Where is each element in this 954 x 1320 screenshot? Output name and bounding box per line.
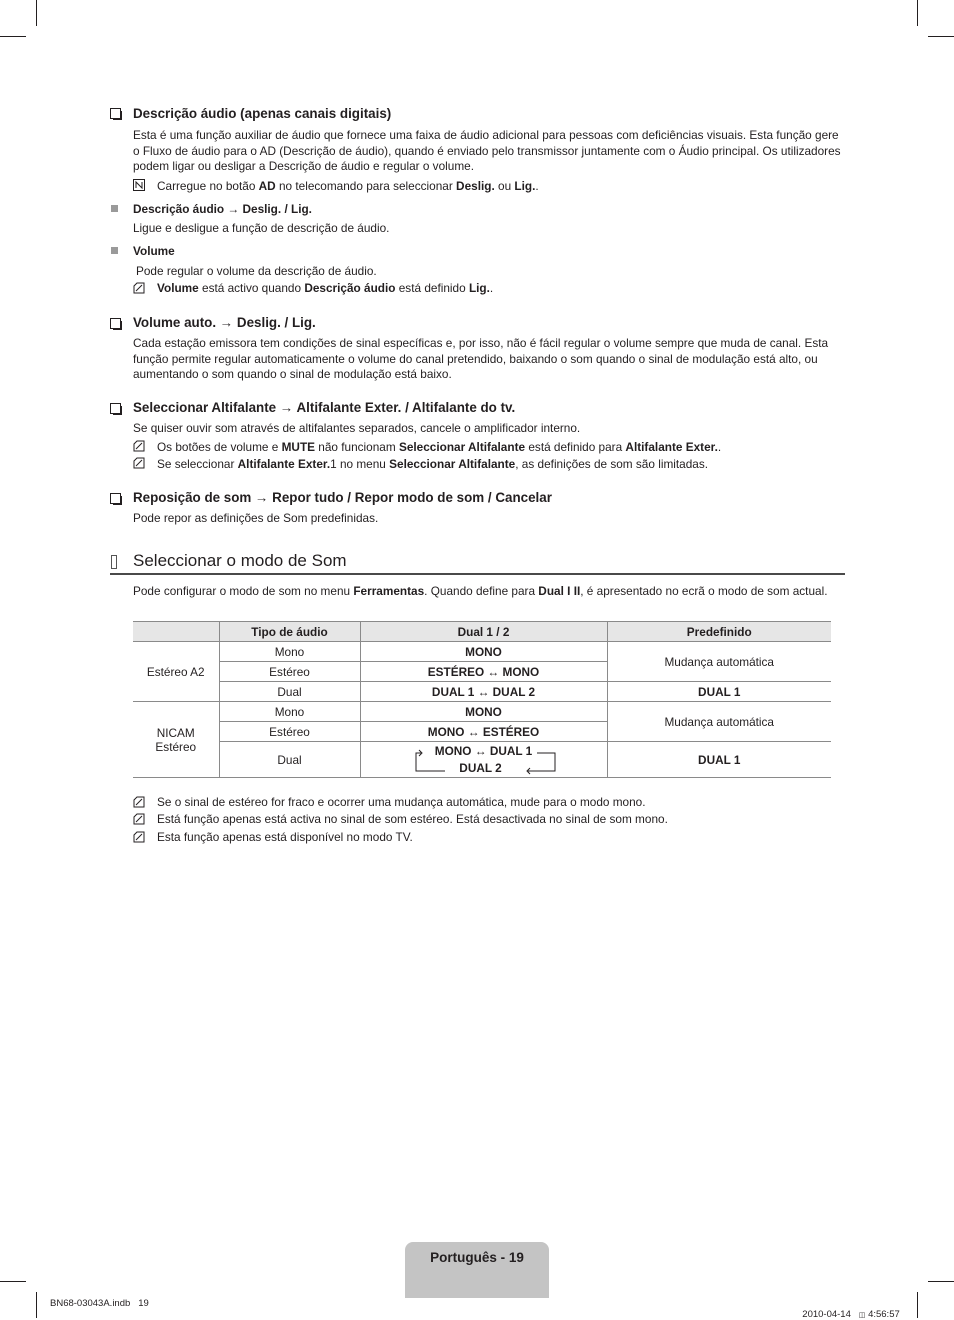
table-header-row bbox=[133, 622, 831, 642]
section-paragraph: Pode repor as definições de Som predefinidas. bbox=[133, 511, 379, 525]
table-cell: MONO bbox=[360, 642, 607, 662]
table-cell: Estéreo bbox=[219, 722, 360, 742]
note-icon bbox=[133, 457, 145, 469]
page-number: Português - 19 bbox=[430, 1250, 524, 1265]
subsection-title: Volume bbox=[133, 244, 175, 258]
note-text: Os botões de volume e MUTE não funcionam Seleccionar Altifalante está definido para Altifalante Exter.. bbox=[157, 440, 722, 454]
checkbox-bullet-icon bbox=[110, 493, 121, 504]
table-cell: Mono bbox=[219, 702, 360, 722]
crop-mark bbox=[36, 0, 37, 26]
heading-bullet-icon bbox=[111, 555, 117, 569]
group-label-line: Estéreo bbox=[155, 739, 197, 754]
table-row bbox=[133, 682, 831, 702]
crop-mark bbox=[0, 1281, 26, 1282]
table-row bbox=[133, 642, 831, 662]
table-cell: Estéreo bbox=[219, 662, 360, 682]
section-paragraph: Se quiser ouvir som através de altifalantes separados, cancele o amplificador interno. bbox=[133, 421, 581, 435]
table-cell: MONO ↔ ESTÉREO bbox=[360, 722, 607, 742]
checkbox-bullet-icon bbox=[110, 403, 121, 414]
crop-mark bbox=[917, 0, 918, 26]
table-cell-line: DUAL 2 bbox=[459, 761, 502, 775]
group-label: Estéreo A2 bbox=[133, 642, 219, 702]
subsection-text: Ligue e desligue a função de descrição de áudio. bbox=[133, 221, 390, 235]
note-text: Se seleccionar Altifalante Exter.1 no menu Seleccionar Altifalante, as definições de som são limitadas. bbox=[157, 457, 709, 471]
table-cell: ESTÉREO ↔ MONO bbox=[360, 662, 607, 682]
note-icon bbox=[133, 179, 145, 191]
group-label bbox=[133, 702, 219, 778]
subsection-title: Descrição áudio → Deslig. / Lig. bbox=[133, 202, 312, 216]
table-header: Predefinido bbox=[607, 622, 831, 642]
note-icon bbox=[133, 282, 145, 294]
crop-mark bbox=[36, 1292, 37, 1318]
checkbox-bullet-icon bbox=[110, 318, 121, 329]
section-title: Seleccionar Altifalante → Altifalante Exter. / Altifalante do tv. bbox=[133, 400, 516, 415]
table-cell: Mudança automática bbox=[607, 702, 831, 742]
section-title: Descrição áudio (apenas canais digitais) bbox=[133, 106, 392, 121]
section-paragraph: Esta é uma função auxiliar de áudio que fornece uma faixa de áudio adicional para pessoas com deficiências visuais. Esta função gere o Fluxo de áudio para o AD (Descrição de áudio), quando é enviado pelo transmissor juntamente com o Áudio principal. Os utilizadores podem ligar ou desligar a Descrição de áudio e regular o volume. bbox=[133, 128, 841, 173]
table-cell: DUAL 1 ↔ DUAL 2 bbox=[360, 682, 607, 702]
time-mark-icon: ◫ bbox=[858, 1312, 866, 1319]
table-cell bbox=[360, 742, 607, 778]
note-text: Carregue no botão AD no telecomando para seleccionar Deslig. ou Lig.. bbox=[157, 179, 539, 193]
intro-paragraph: Pode configurar o modo de som no menu Ferramentas. Quando define para Dual I II, é apresentado no ecrã o modo de som actual. bbox=[133, 584, 828, 598]
table-header: Dual 1 / 2 bbox=[360, 622, 607, 642]
heading-rule bbox=[110, 573, 845, 575]
section-title: Volume auto. → Deslig. / Lig. bbox=[133, 315, 316, 330]
note-icon bbox=[133, 440, 145, 452]
crop-mark bbox=[928, 1281, 954, 1282]
sound-mode-table bbox=[133, 621, 831, 778]
print-file-info: BN68-03043A.indb 19 bbox=[50, 1298, 149, 1309]
section-heading: Seleccionar o modo de Som bbox=[133, 551, 347, 570]
cycle-arrow-icon bbox=[413, 744, 559, 776]
table-cell: DUAL 1 bbox=[607, 682, 831, 702]
square-bullet-icon bbox=[111, 247, 118, 254]
note-icon bbox=[133, 831, 145, 843]
table-cell: Mono bbox=[219, 642, 360, 662]
section-title: Reposição de som → Repor tudo / Repor modo de som / Cancelar bbox=[133, 490, 552, 505]
crop-mark bbox=[928, 36, 954, 37]
table-cell: DUAL 1 bbox=[607, 742, 831, 778]
table-cell: Dual bbox=[219, 742, 360, 778]
note-text: Esta função apenas está disponível no modo TV. bbox=[157, 830, 413, 844]
note-text: Volume está activo quando Descrição áudio está definido Lig.. bbox=[157, 281, 494, 295]
print-date: 2010-04-14 bbox=[802, 1309, 859, 1320]
print-time: 4:56:57 bbox=[868, 1309, 900, 1320]
crop-mark bbox=[0, 36, 26, 37]
table-cell: Mudança automática bbox=[607, 642, 831, 682]
section-paragraph: Cada estação emissora tem condições de sinal específicas e, por isso, não é fácil regular o volume sempre que muda de canal. Esta função permite regular automaticamente o volume do canal pretendido, baixando o som quando o sinal de modulação está alto, ou aumentando o som quando o sinal de modulação está baixo. bbox=[133, 336, 829, 381]
group-label-line: NICAM bbox=[156, 725, 195, 740]
table-cell: Dual bbox=[219, 682, 360, 702]
print-timestamp bbox=[797, 1298, 900, 1320]
note-text: Está função apenas está activa no sinal de som estéreo. Está desactivada no sinal de som mono. bbox=[157, 812, 668, 826]
subsection-text: Pode regular o volume da descrição de áudio. bbox=[136, 264, 377, 278]
table-header: Tipo de áudio bbox=[219, 622, 360, 642]
table-row bbox=[133, 702, 831, 722]
table-cell-line: MONO ↔ DUAL 1 bbox=[434, 744, 533, 758]
square-bullet-icon bbox=[111, 205, 118, 212]
table-header bbox=[133, 622, 219, 642]
note-icon bbox=[133, 796, 145, 808]
crop-mark bbox=[917, 1292, 918, 1318]
table-row bbox=[133, 742, 831, 778]
table-cell: MONO bbox=[360, 702, 607, 722]
note-text: Se o sinal de estéreo for fraco e ocorrer uma mudança automática, mude para o modo mono. bbox=[157, 795, 646, 809]
checkbox-bullet-icon bbox=[110, 108, 121, 119]
note-icon bbox=[133, 813, 145, 825]
